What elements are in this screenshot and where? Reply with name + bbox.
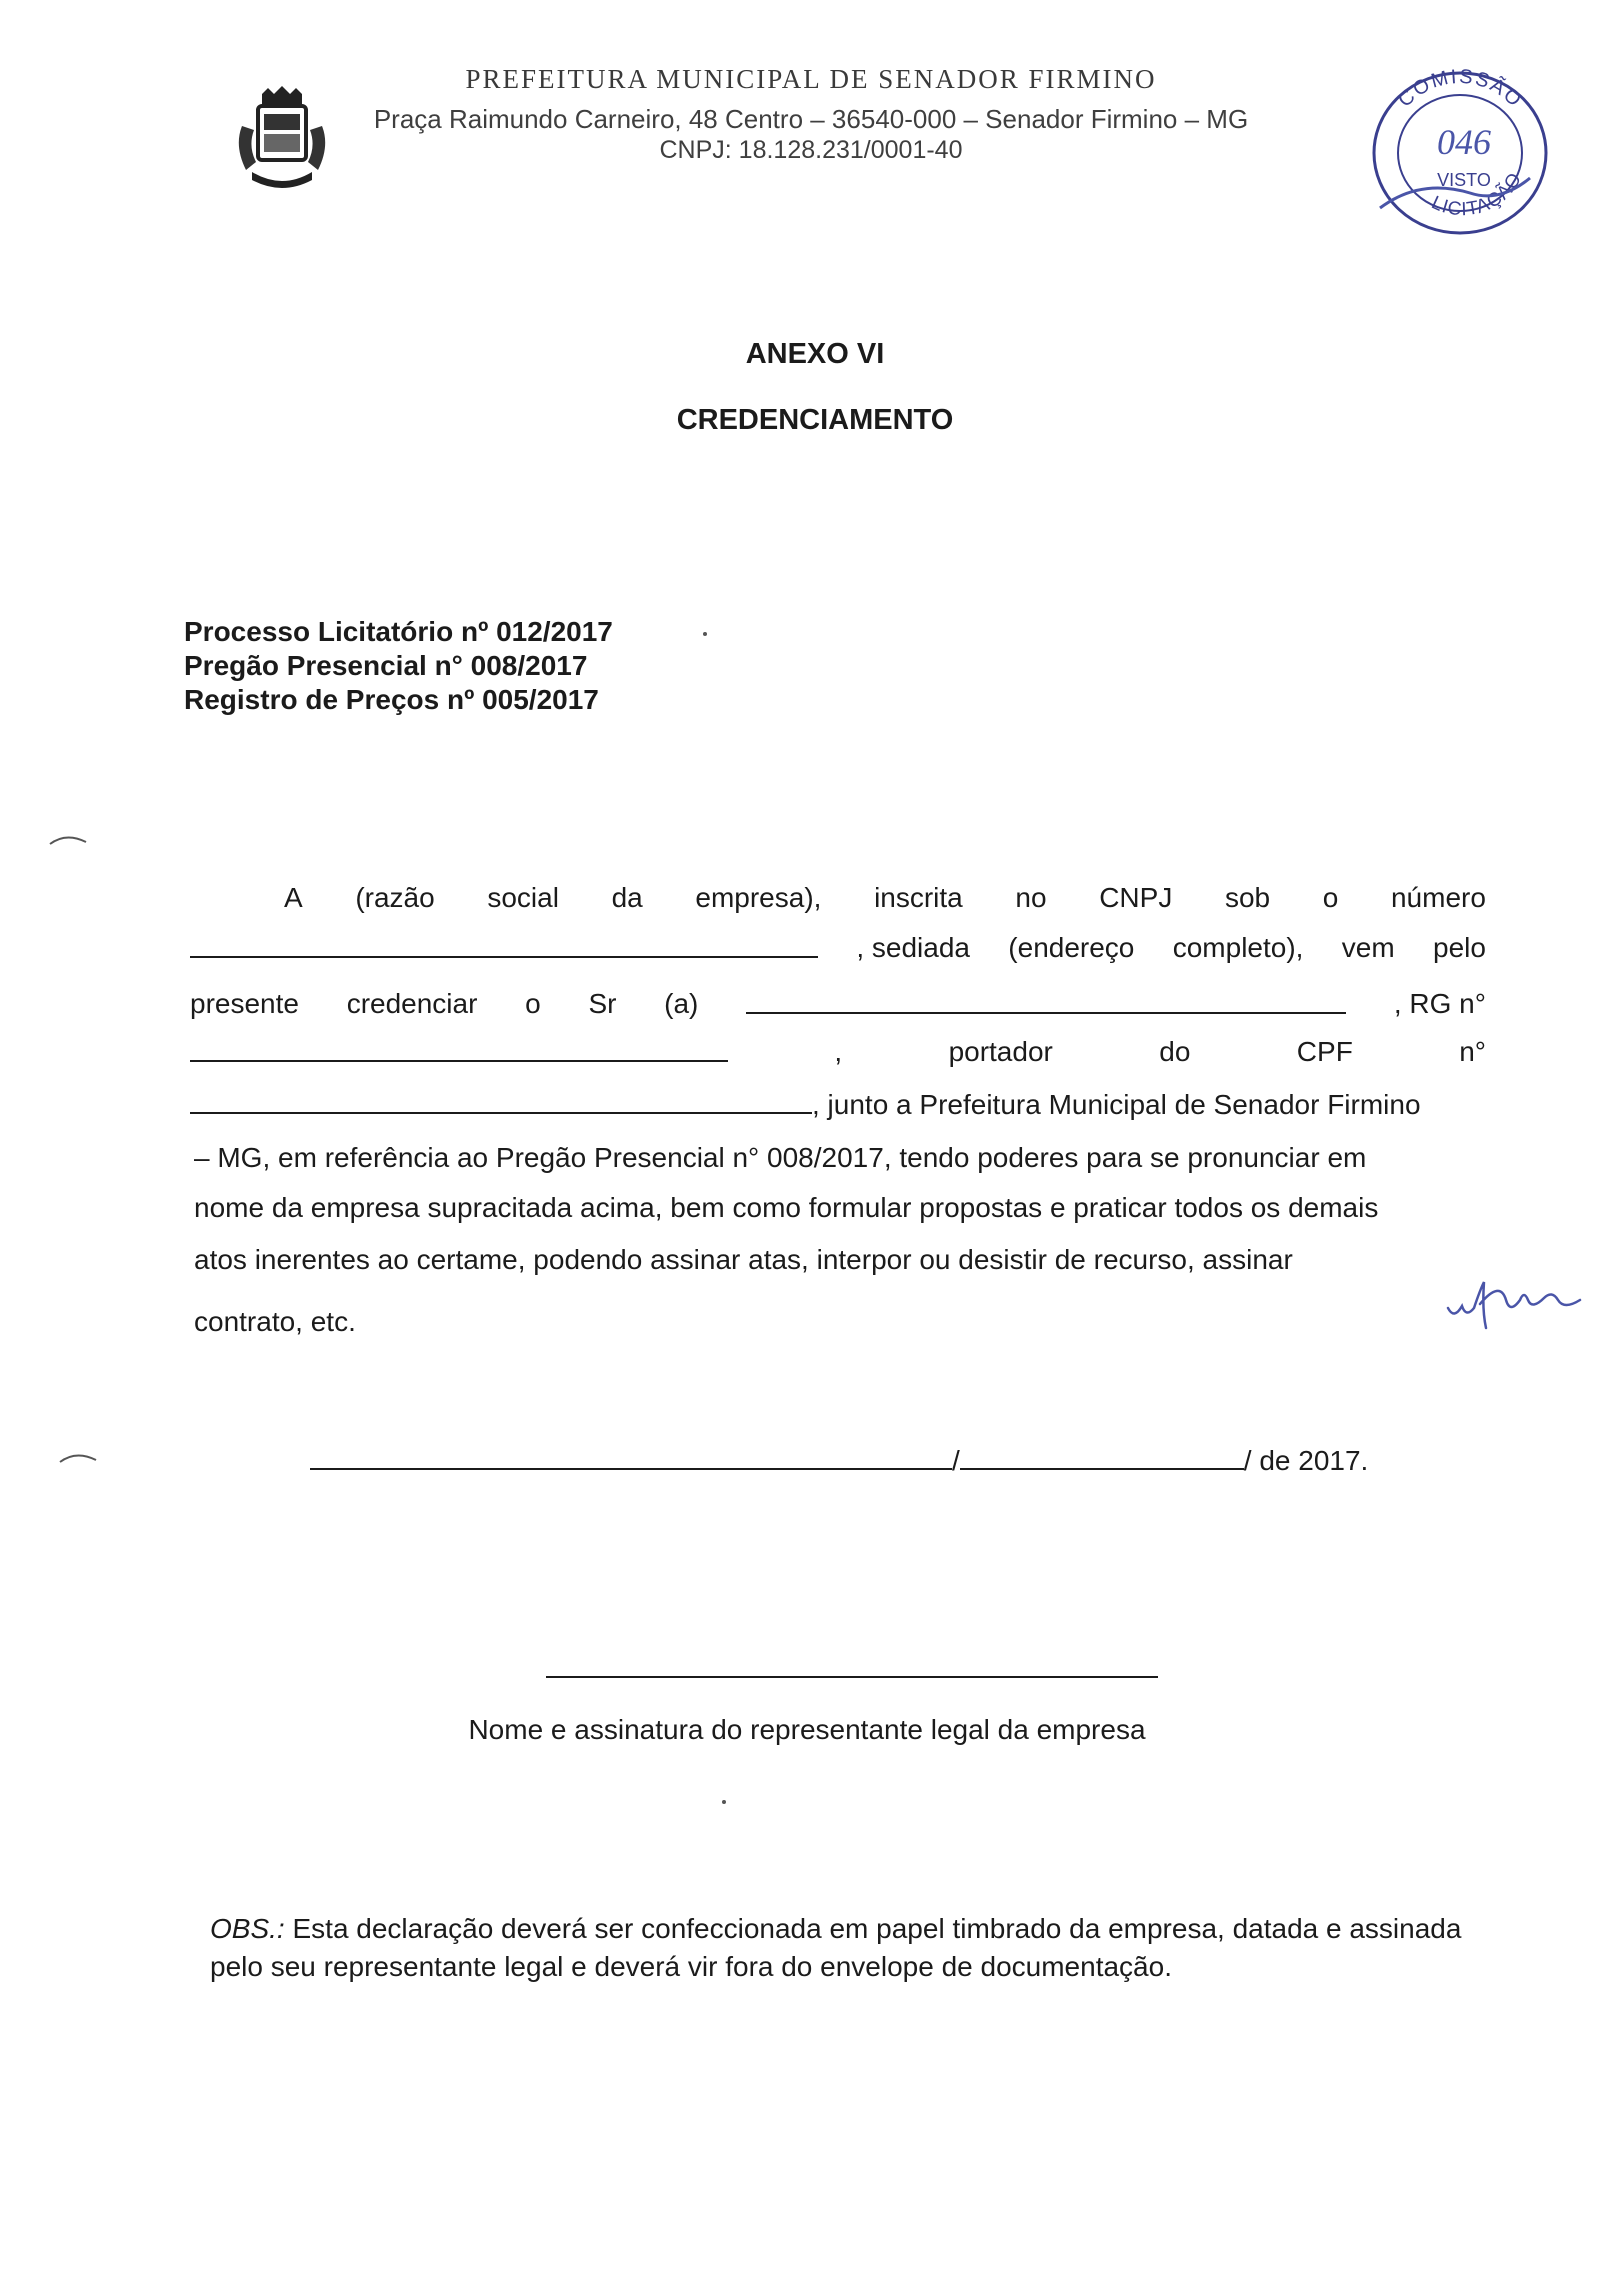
- body-line-1: [284, 880, 1486, 916]
- body-word: pelo: [1433, 932, 1486, 963]
- body-line-5: [190, 1086, 1486, 1123]
- body-word: sob: [1224, 882, 1271, 913]
- signature-label: Nome e assinatura do representante legal da empresa: [468, 1714, 1146, 1745]
- body-word: Sr: [588, 988, 617, 1019]
- body-word: CNPJ: [1099, 882, 1173, 913]
- obs-text: Esta declaração deverá ser confeccionada em papel timbrado da empresa, datada e assinada pelo seu representante legal e deverá vir fora do envelope de documentação.: [210, 1913, 1462, 1982]
- municipality-cnpj: CNPJ: 18.128.231/0001-40: [659, 136, 963, 164]
- margin-mark: [48, 832, 88, 846]
- stamp-mid-text: VISTO: [1437, 170, 1491, 190]
- date-separator: /: [952, 1445, 960, 1476]
- body-word: empresa),: [695, 882, 822, 913]
- rg-number-blank[interactable]: [190, 1034, 728, 1062]
- body-word: credenciar: [346, 988, 478, 1019]
- body-word: da: [611, 882, 643, 913]
- representative-name-blank[interactable]: [746, 986, 1346, 1014]
- stamp-top-text: COMISSÃO: [1393, 65, 1527, 113]
- svg-text:COMISSÃO: [1394, 66, 1527, 113]
- body-word: (a): [664, 988, 699, 1019]
- obs-label: OBS.:: [210, 1913, 285, 1944]
- signature-line[interactable]: [546, 1676, 1158, 1678]
- margin-mark: [58, 1450, 98, 1464]
- date-line: [310, 1442, 1410, 1477]
- body-word: CPF: [1296, 1036, 1353, 1067]
- body-word: inscrita: [874, 882, 963, 913]
- body-word: , sediada: [856, 932, 970, 963]
- body-line-2: [190, 930, 1486, 966]
- city-blank[interactable]: [310, 1442, 952, 1470]
- body-word: presente: [190, 988, 299, 1019]
- municipality-name: PREFEITURA MUNICIPAL DE SENADOR FIRMINO: [465, 64, 1157, 94]
- body-word: o: [1322, 882, 1339, 913]
- body-line-3: [190, 986, 1486, 1022]
- document-subtitle: CREDENCIAMENTO: [676, 404, 954, 436]
- pregao-number: Pregão Presencial n° 008/2017: [184, 650, 588, 681]
- body-word: vem: [1341, 932, 1395, 963]
- body-word: A: [284, 882, 303, 913]
- stray-dot: [722, 1800, 726, 1804]
- stamp-number: 046: [1437, 122, 1491, 162]
- date-year: / de 2017.: [1243, 1445, 1369, 1476]
- commission-stamp: [1360, 58, 1560, 238]
- cpf-number-blank[interactable]: [190, 1086, 812, 1114]
- body-word: completo),: [1172, 932, 1304, 963]
- handwritten-initials: [1440, 1270, 1590, 1340]
- body-word: (endereço: [1008, 932, 1135, 963]
- body-word: no: [1015, 882, 1047, 913]
- body-text: , junto a Prefeitura Municipal de Senador Firmino: [812, 1089, 1421, 1120]
- body-word: social: [487, 882, 559, 913]
- body-line-4: [190, 1034, 1486, 1070]
- body-line-9: contrato, etc.: [194, 1306, 356, 1337]
- body-word: o: [525, 988, 541, 1019]
- company-cnpj-blank[interactable]: [190, 930, 818, 958]
- body-word: número: [1390, 882, 1486, 913]
- body-line-8: atos inerentes ao certame, podendo assinar atas, interpor ou desistir de recurso, assinar: [194, 1244, 1293, 1275]
- registro-number: Registro de Preços nº 005/2017: [184, 684, 599, 715]
- annex-title: ANEXO VI: [745, 338, 885, 370]
- stray-dot: [703, 632, 707, 636]
- day-month-blank[interactable]: [960, 1442, 1244, 1470]
- municipality-address: Praça Raimundo Carneiro, 48 Centro – 36540-000 – Senador Firmino – MG: [373, 104, 1249, 134]
- body-word: ,: [834, 1036, 843, 1067]
- process-number: Processo Licitatório nº 012/2017: [184, 616, 613, 647]
- body-word: portador: [948, 1036, 1053, 1067]
- stamp-bottom-text: LICITAÇÃO: [1428, 168, 1527, 221]
- body-word: , RG n°: [1393, 988, 1486, 1019]
- body-word: (razão: [355, 882, 435, 913]
- obs-note: [210, 1910, 1510, 1986]
- body-line-6: – MG, em referência ao Pregão Presencial n° 008/2017, tendo poderes para se pronunciar em: [194, 1142, 1367, 1173]
- body-line-7: nome da empresa supracitada acima, bem como formular propostas e praticar todos os demais: [194, 1192, 1379, 1223]
- body-word: do: [1159, 1036, 1191, 1067]
- body-word: n°: [1459, 1036, 1486, 1067]
